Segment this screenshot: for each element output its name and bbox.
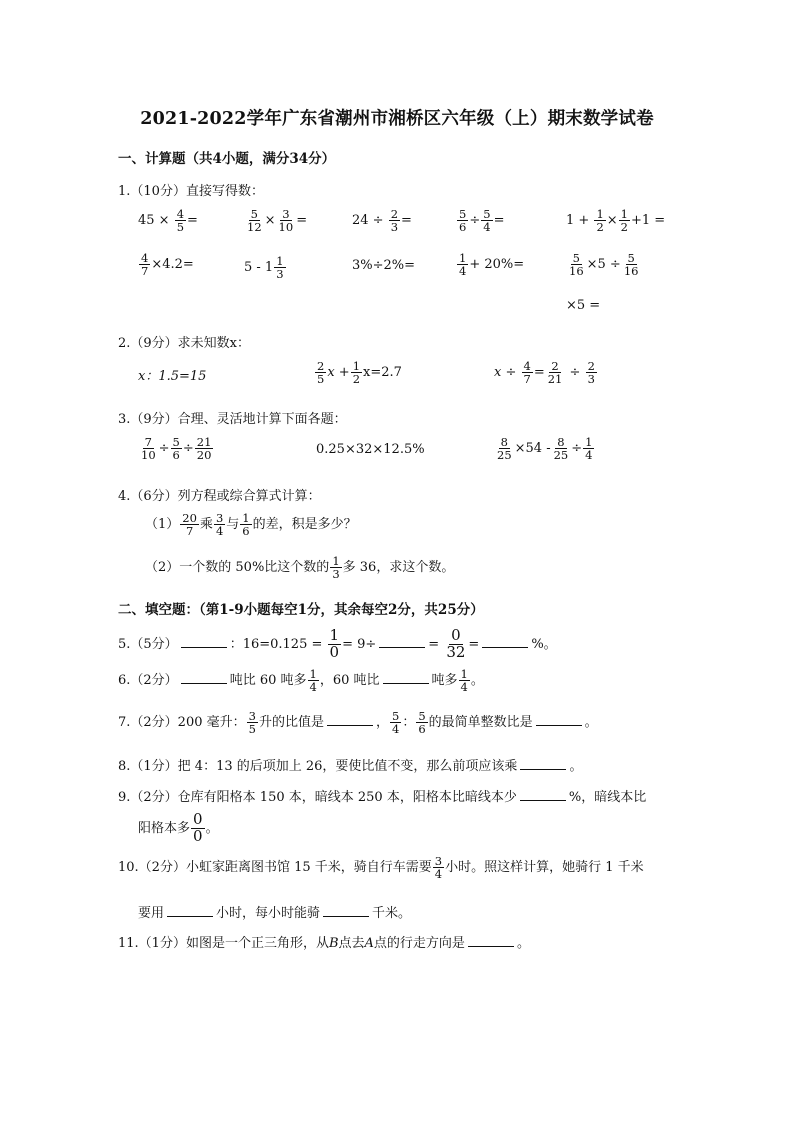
fraction-denominator: 7 — [141, 264, 149, 279]
fraction — [567, 252, 586, 277]
fraction-numerator: 1 — [332, 554, 340, 568]
fraction-numerator: 7 — [144, 435, 152, 449]
fraction — [247, 710, 258, 735]
fraction — [191, 812, 205, 845]
fraction-numerator: 3 — [215, 511, 224, 525]
q1-item-g: 5 - 1 $\frac{1}{3}$ — [244, 254, 284, 282]
fraction-denominator: 12 — [247, 220, 262, 235]
fraction-denominator: 5 — [248, 722, 256, 737]
fraction-numerator: 8 — [557, 435, 565, 449]
fraction — [433, 855, 444, 880]
fraction-numerator: 5 — [391, 709, 400, 723]
fraction-numerator: 1 — [309, 667, 317, 681]
fraction-denominator: 0 — [193, 826, 203, 845]
q3-item-a: $\frac{7}{10}$ ÷ $\frac{5}{6}$ ÷ $\frac{21}{20}$ — [141, 435, 212, 463]
fraction — [180, 512, 199, 537]
q9-line-2: 阳格本多 $\frac{0}{0}$ 。 — [138, 810, 219, 845]
fraction — [416, 710, 427, 735]
fraction-denominator: 16 — [569, 264, 584, 279]
fraction-numerator: 21 — [196, 435, 212, 449]
fraction-numerator: 1 — [276, 254, 284, 268]
fraction — [583, 436, 594, 461]
fraction-denominator: 4 — [460, 680, 468, 695]
fraction — [274, 255, 285, 280]
q2-item-c: x ÷ $\frac{4}{7}$ = $\frac{2}{21}$ ÷ $\frac{2}{3}$ — [494, 359, 595, 387]
fraction-numerator: 4 — [141, 251, 149, 265]
q1-item-d: $\frac{5}{6}$ ÷ $\frac{5}{4}$ = — [459, 207, 505, 235]
answer-blank[interactable] — [181, 635, 227, 648]
page-title: 2021-2022学年广东省潮州市湘桥区六年级（上）期末数学试卷 — [140, 109, 654, 129]
fraction-numerator: 2 — [587, 359, 595, 373]
q4-sub-2: （2）一个数的 50%比这个数的 $\frac{1}{3}$ 多 36，求这个数。 — [145, 554, 455, 582]
fraction — [139, 252, 150, 277]
q1-item-c: 24 ÷ $\frac{2}{3}$ = — [352, 207, 412, 235]
fraction — [171, 436, 182, 461]
answer-blank[interactable] — [520, 757, 566, 770]
fraction-numerator: 3 — [248, 709, 256, 723]
fraction-numerator: 3 — [282, 207, 290, 221]
fraction-denominator: 5 — [317, 372, 325, 387]
fraction-numerator: 5 — [572, 251, 580, 265]
fraction-denominator: 10 — [141, 448, 156, 463]
fraction-numerator: 5 — [172, 435, 180, 449]
fraction-numerator: 8 — [500, 435, 508, 449]
fraction — [214, 512, 225, 537]
fraction — [389, 208, 400, 233]
fraction — [457, 208, 468, 233]
q2-item-b: $\frac{2}{5}$ x + $\frac{1}{2}$ x=2.7 — [317, 359, 402, 387]
q4-heading: 4.（6分）列方程或综合算式计算： — [118, 489, 321, 504]
fraction-denominator: 3 — [276, 267, 284, 282]
fraction-denominator: 7 — [523, 372, 531, 387]
q1-item-j: $\frac{5}{16}$ ×5 ÷ $\frac{5}{16}$ — [569, 251, 639, 279]
fraction-numerator: 1 — [460, 667, 468, 681]
q1-heading: 1.（10分）直接写得数： — [118, 184, 264, 199]
fraction — [619, 208, 630, 233]
fraction-denominator: 21 — [547, 372, 563, 387]
fraction — [495, 436, 514, 461]
fraction-denominator: 3 — [587, 372, 595, 387]
fraction-denominator: 6 — [242, 524, 250, 539]
fraction — [175, 208, 186, 233]
fraction-numerator: 1 — [620, 207, 628, 221]
q4-sub-1: （1） $\frac{20}{7}$ 乘 $\frac{3}{4}$ 与 $\frac{1}{6}$ 的差，积是多少？ — [145, 511, 357, 539]
fraction — [328, 628, 342, 661]
answer-blank[interactable] — [383, 671, 429, 684]
fraction-numerator: 5 — [418, 709, 426, 723]
q7: 7.（2分）200 毫升： $\frac{3}{5}$ 升的比值是 ， $\frac{5}{4}$ ： $\frac{5}{6}$ 的最简单整数比是 。 — [118, 709, 598, 737]
q1-item-e: 1 + $\frac{1}{2}$ × $\frac{1}{2}$ +1 = — [566, 207, 666, 235]
q1-item-j-cont: ×5 = — [566, 298, 601, 313]
answer-blank[interactable] — [181, 671, 227, 684]
fraction-denominator: 4 — [459, 264, 467, 279]
q3-item-b: 0.25×32×12.5% — [316, 442, 425, 457]
fraction-denominator: 16 — [623, 264, 639, 279]
fraction-numerator: 2 — [390, 207, 399, 221]
answer-blank[interactable] — [379, 635, 425, 648]
fraction-numerator: 1 — [585, 435, 593, 449]
fraction-numerator: 2 — [551, 359, 559, 373]
q11: 11.（1分）如图是一个正三角形，从B点去A点的行走方向是 。 — [118, 936, 530, 951]
fraction-denominator: 4 — [483, 220, 491, 235]
fraction-denominator: 4 — [585, 448, 593, 463]
fraction — [481, 208, 492, 233]
fraction-denominator: 2 — [352, 372, 361, 387]
answer-blank[interactable] — [536, 713, 582, 726]
fraction-denominator: 2 — [620, 220, 628, 235]
fraction — [622, 252, 641, 277]
q10-line-2: 要用 小时，每小时能骑 千米。 — [138, 906, 412, 921]
fraction — [457, 252, 468, 277]
fraction-denominator: 25 — [497, 448, 512, 463]
q3-heading: 3.（9分）合理、灵活地计算下面各题： — [118, 412, 347, 427]
fraction — [351, 360, 362, 385]
fraction-numerator: 5 — [483, 207, 491, 221]
q10-line-1: 10.（2分）小虹家距离图书馆 15 千米，骑自行车需要 $\frac{3}{4}$ 小时。照这样计算，她骑行 1 千米 — [118, 854, 644, 882]
answer-blank[interactable] — [327, 713, 373, 726]
fraction-numerator: 0 — [451, 626, 461, 644]
q1-item-b: $\frac{5}{12}$ × $\frac{3}{10}$ = — [247, 207, 308, 235]
fraction-denominator: 20 — [196, 448, 212, 463]
fraction — [586, 360, 597, 385]
fraction-numerator: 0 — [193, 810, 203, 828]
fraction-denominator: 6 — [418, 722, 426, 737]
fraction-denominator: 6 — [172, 448, 180, 463]
q1-item-i: $\frac{1}{4}$ + 20%= — [459, 251, 525, 279]
fraction-denominator: 2 — [596, 220, 604, 235]
fraction-numerator: 3 — [434, 854, 443, 868]
fraction-denominator: 5 — [176, 220, 185, 235]
fraction — [552, 436, 571, 461]
fraction-denominator: 6 — [459, 220, 467, 235]
fraction-denominator: 4 — [434, 867, 443, 882]
fraction-numerator: 2 — [317, 359, 325, 373]
fraction — [594, 208, 605, 233]
fraction-denominator: 4 — [309, 680, 317, 695]
fraction-numerator: 20 — [182, 511, 197, 525]
answer-blank[interactable] — [468, 934, 514, 947]
section-2-heading: 二、填空题：（第1-9小题每空1分，其余每空2分，共25分） — [118, 602, 484, 618]
q5: 5.（5分） ：16=0.125 = $\frac{1}{0}$ = 9÷ = $\frac{0}{32}$ = %。 — [118, 626, 557, 661]
answer-blank[interactable] — [520, 788, 566, 801]
fraction — [330, 555, 341, 580]
fraction-denominator: 3 — [390, 220, 399, 235]
q8: 8.（1分）把 4：13 的后项加上 26，要使比值不变，那么前项应该乘 。 — [118, 759, 583, 774]
fraction-denominator: 4 — [391, 722, 400, 737]
fraction — [195, 436, 214, 461]
fraction — [308, 668, 319, 693]
fraction — [240, 512, 251, 537]
fraction-numerator: 1 — [329, 626, 340, 644]
fraction-denominator: 3 — [332, 567, 340, 582]
q2-heading: 2.（9分）求未知数x： — [118, 336, 251, 351]
fraction-numerator: 5 — [250, 207, 258, 221]
q1-item-a: 45 × $\frac{4}{5}$ = — [138, 207, 198, 235]
fraction — [277, 208, 296, 233]
q2-item-a: x：1.5=15 — [138, 369, 207, 384]
answer-blank[interactable] — [323, 904, 369, 917]
q1-item-f: $\frac{4}{7}$ ×4.2= — [141, 251, 194, 279]
fraction-numerator: 4 — [176, 207, 185, 221]
fraction-numerator: 1 — [459, 251, 467, 265]
fraction — [459, 668, 470, 693]
fraction — [315, 360, 326, 385]
fraction-numerator: 1 — [596, 207, 604, 221]
fraction-numerator: 5 — [627, 251, 635, 265]
fraction — [522, 360, 533, 385]
q9-line-1: 9.（2分）仓库有阳格本 150 本，暗线本 250 本，阳格本比暗线本少 %，暗线本比 — [118, 790, 647, 805]
fraction — [390, 710, 401, 735]
fraction-numerator: 1 — [352, 359, 361, 373]
q6: 6.（2分） 吨比 60 吨多 $\frac{1}{4}$ ，60 吨比 吨多 $\frac{1}{4}$ 。 — [118, 667, 484, 695]
section-1-heading: 一、计算题（共4小题，满分34分） — [118, 151, 336, 167]
fraction-denominator: 25 — [553, 448, 569, 463]
fraction — [245, 208, 264, 233]
fraction-denominator: 32 — [446, 642, 466, 661]
fraction-numerator: 1 — [242, 511, 250, 525]
fraction-denominator: 0 — [329, 642, 340, 661]
fraction-numerator: 5 — [459, 207, 467, 221]
fraction — [139, 436, 158, 461]
fraction-denominator: 4 — [215, 524, 224, 539]
fraction — [546, 360, 565, 385]
fraction-denominator: 10 — [278, 220, 294, 235]
q3-item-c: $\frac{8}{25}$ ×54 - $\frac{8}{25}$ ÷ $\frac{1}{4}$ — [497, 435, 593, 463]
q1-item-h: 3%÷2%= — [352, 258, 416, 273]
answer-blank[interactable] — [482, 635, 528, 648]
fraction-denominator: 7 — [185, 524, 194, 539]
fraction-numerator: 4 — [523, 359, 531, 373]
answer-blank[interactable] — [167, 904, 213, 917]
fraction — [444, 628, 467, 661]
